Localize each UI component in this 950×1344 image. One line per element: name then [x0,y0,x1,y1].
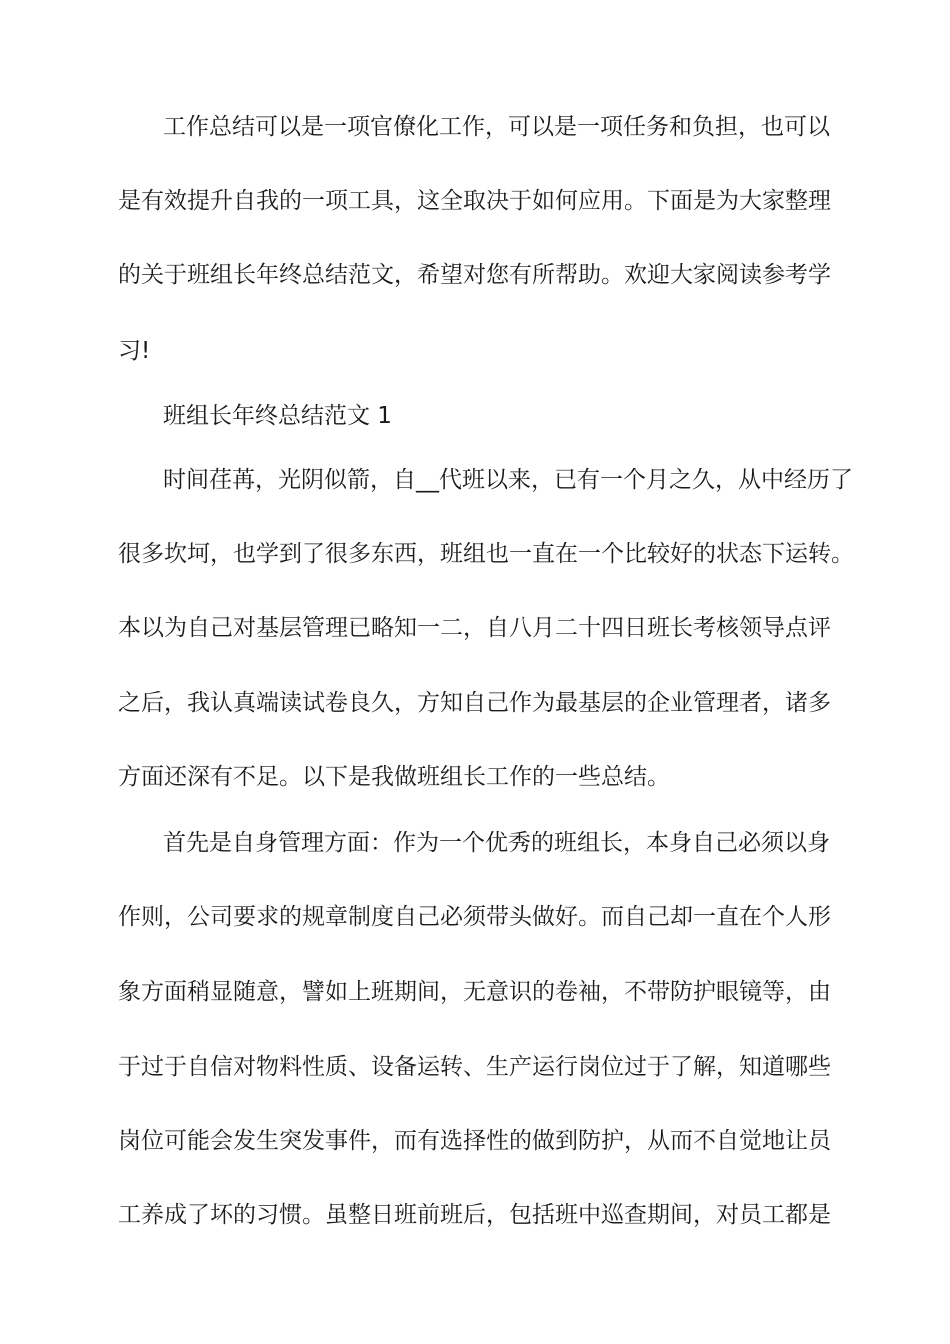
paragraph2-line-2: 作则，公司要求的规章制度自己必须带头做好。而自己却一直在个人形 [118,904,831,930]
paragraph2-line-4: 于过于自信对物料性质、设备运转、生产运行岗位过于了解，知道哪些 [118,1054,831,1080]
paragraph1-line-5: 方面还深有不足。以下是我做班组长工作的一些总结。 [118,764,670,790]
paragraph1-line-2: 很多坎坷，也学到了很多东西，班组也一直在一个比较好的状态下运转。 [118,541,854,567]
paragraph2-line-5: 岗位可能会发生突发事件，而有选择性的做到防护，从而不自觉地让员 [118,1128,831,1154]
paragraph1-line-4: 之后，我认真端读试卷良久，方知自己作为最基层的企业管理者，诸多 [118,690,831,716]
section-title: 班组长年终总结范文 1 [163,403,392,429]
paragraph1-line-1: 时间荏苒，光阴似箭，自__代班以来，已有一个月之久，从中经历了 [163,467,853,493]
paragraph2-line-3: 象方面稍显随意，譬如上班期间，无意识的卷袖，不带防护眼镜等，由 [118,979,831,1005]
intro-line-1: 工作总结可以是一项官僚化工作，可以是一项任务和负担，也可以 [163,114,830,140]
intro-line-4: 习! [118,338,151,364]
paragraph1-line-3: 本以为自己对基层管理已略知一二，自八月二十四日班长考核领导点评 [118,615,831,641]
intro-line-3: 的关于班组长年终总结范文，希望对您有所帮助。欢迎大家阅读参考学 [118,262,831,288]
paragraph2-line-1: 首先是自身管理方面：作为一个优秀的班组长，本身自己必须以身 [163,830,830,856]
intro-line-2: 是有效提升自我的一项工具，这全取决于如何应用。下面是为大家整理 [118,188,831,214]
paragraph2-line-6: 工养成了坏的习惯。虽整日班前班后，包括班中巡查期间，对员工都是 [118,1202,831,1228]
